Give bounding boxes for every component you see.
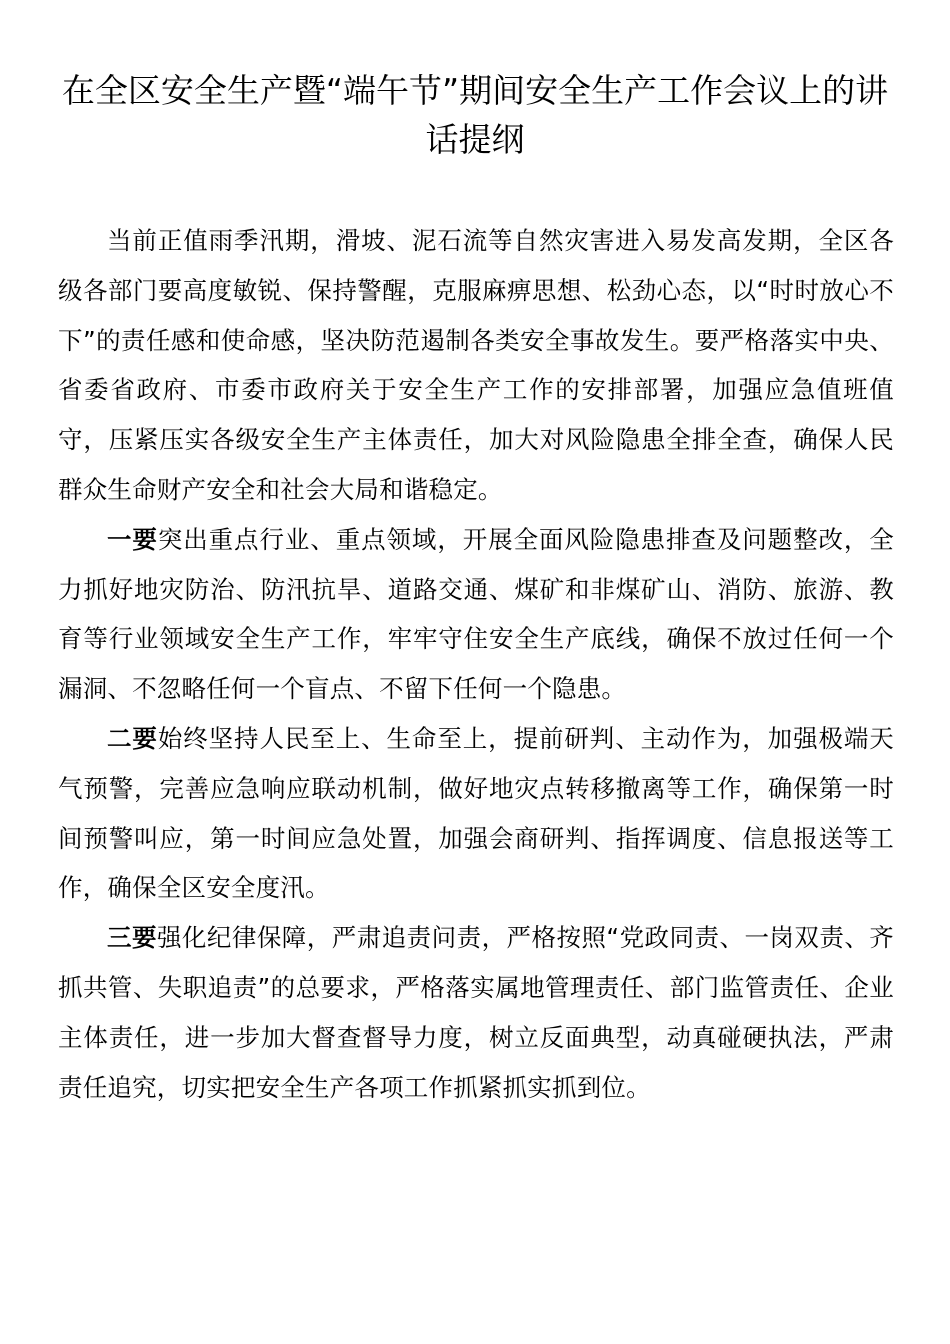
document-title: 在全区安全生产暨“端午节”期间安全生产工作会议上的讲话提纲	[61, 71, 889, 159]
point-text-1: 突出重点行业、重点领域，开展全面风险隐患排查及问题整改，全力抓好地灾防治、防汛抗旱、道路交通、煤矿和非煤矿山、消防、旅游、教育等行业领域安全生产工作，牢牢守住安全生产底线，确保不放过任何一个漏洞、不忽略任何一个盲点、不留下任何一个隐患。	[58, 524, 895, 704]
point-paragraph-2	[58, 714, 894, 913]
point-text-2: 始终坚持人民至上、生命至上，提前研判、主动作为，加强极端天气预警，完善应急响应联动机制，做好地灾点转移撤离等工作，确保第一时间预警叫应，第一时间应急处置，加强会商研判、指挥调度、信息报送等工作，确保全区安全度汛。	[58, 723, 895, 903]
point-paragraph-3	[58, 913, 894, 1112]
point-lead-3: 三要	[107, 923, 157, 953]
point-paragraph-1	[58, 515, 894, 714]
point-text-3: 强化纪律保障，严肃追责问责，严格按照“党政同责、一岗双责、齐抓共管、失职追责”的总要求，严格落实属地管理责任、部门监管责任、企业主体责任，进一步加大督查督导力度，树立反面典型，动真碰硬执法，严肃责任追究，切实把安全生产各项工作抓紧抓实抓到位。	[58, 923, 894, 1102]
point-lead-2: 二要	[107, 723, 158, 753]
document-body	[58, 216, 894, 1112]
intro-paragraph: 当前正值雨季汛期，滑坡、泥石流等自然灾害进入易发高发期，全区各级各部门要高度敏锐、保持警醒，克服麻痹思想、松劲心态，以“时时放心不下”的责任感和使命感，坚决防范遏制各类安全事故发生。要严格落实中央、省委省政府、市委市政府关于安全生产工作的安排部署，加强应急值班值守，压紧压实各级安全生产主体责任，加大对风险隐患全排全查，确保人民群众生命财产安全和社会大局和谐稳定。	[58, 226, 894, 504]
point-lead-1: 一要	[107, 524, 158, 554]
